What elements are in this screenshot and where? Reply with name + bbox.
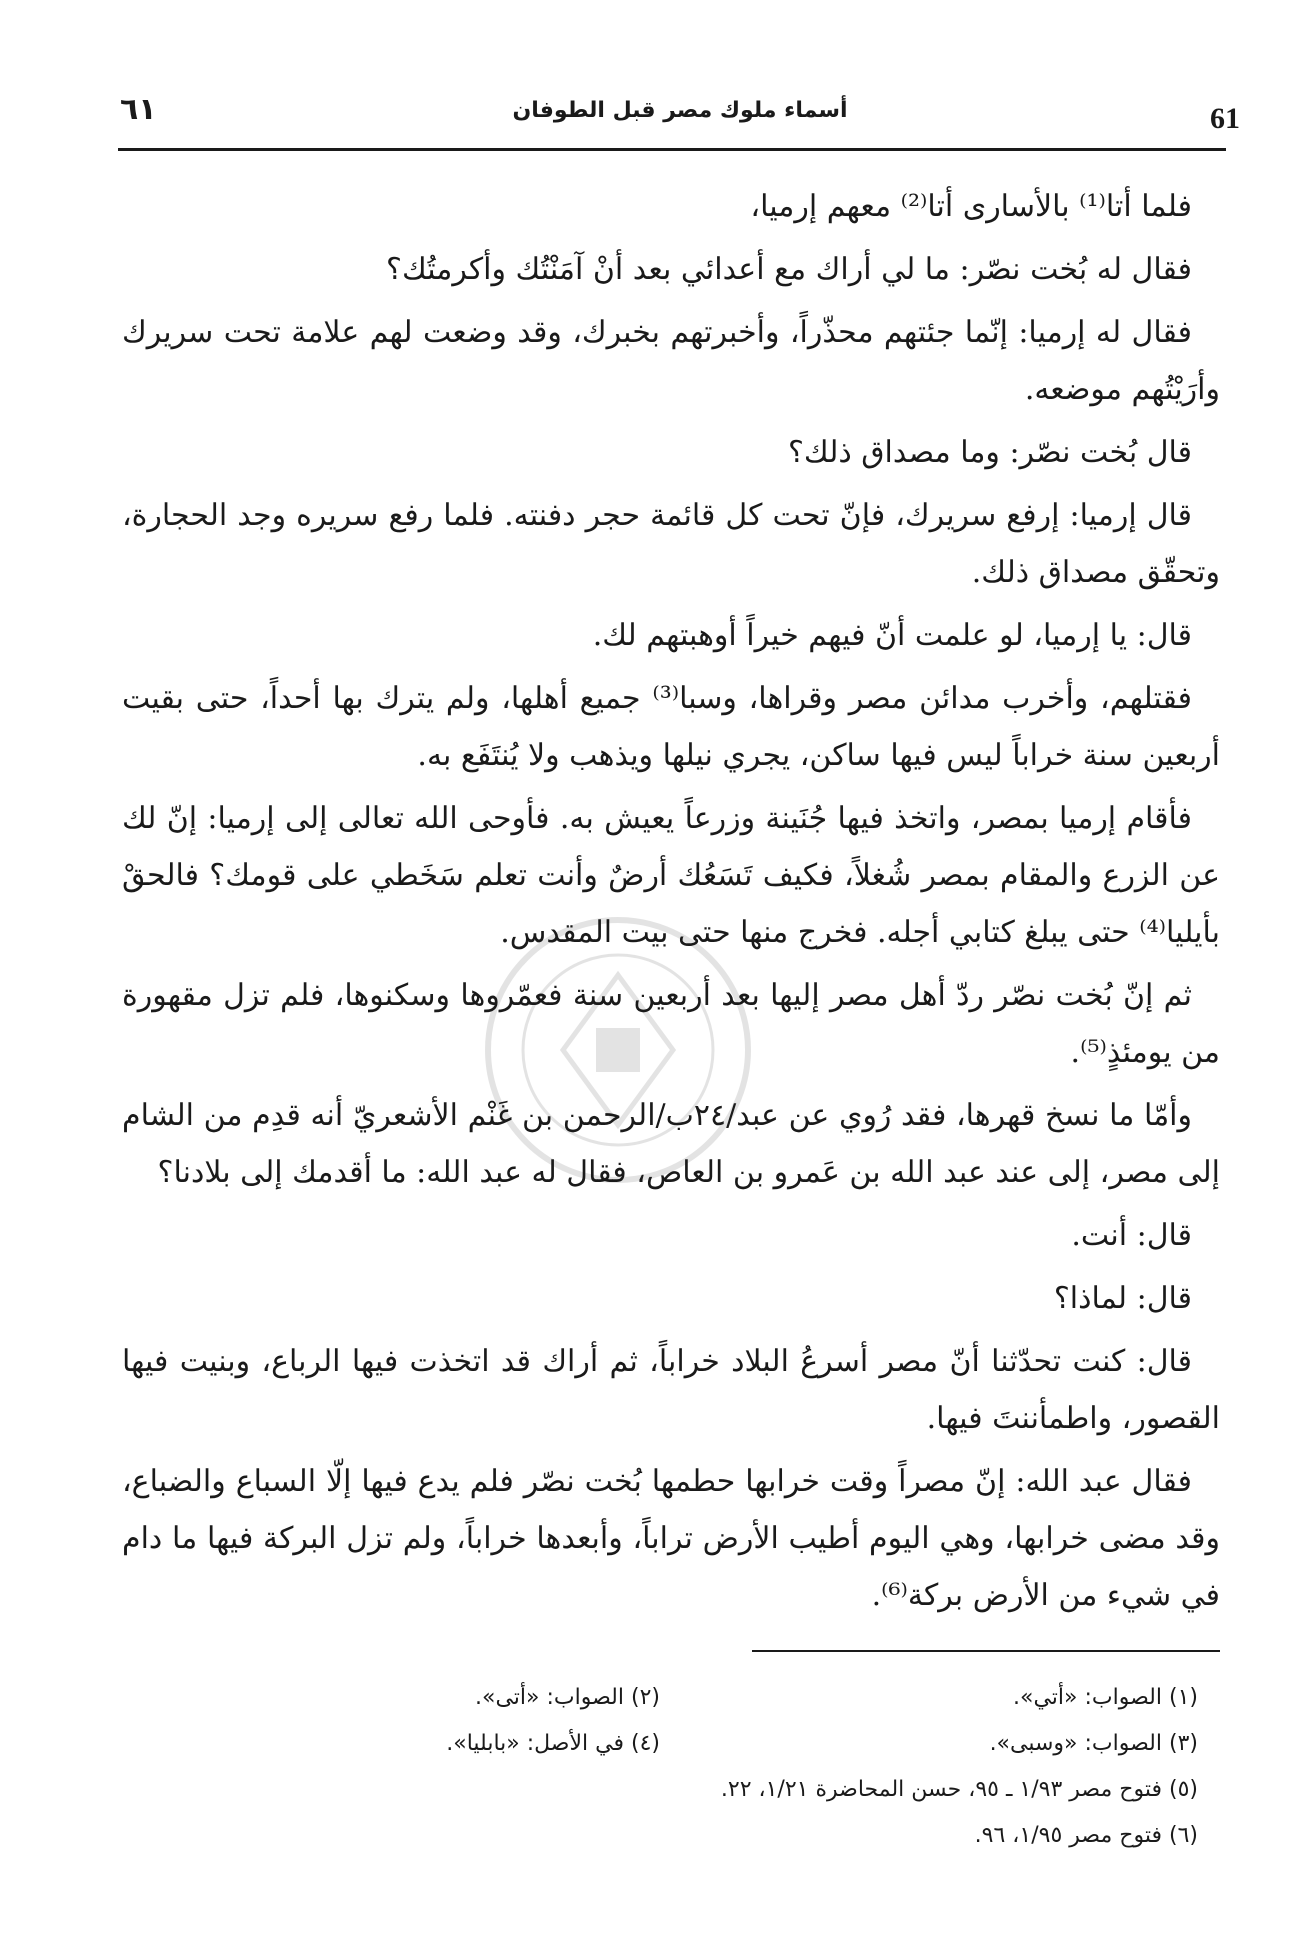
main-text: [122, 178, 1220, 1630]
footnote-rule: [752, 1650, 1220, 1652]
running-header: [120, 92, 1240, 144]
paragraph: فقتلهم، وأخرب مدائن مصر وقراها، وسبا⁽³⁾ جميع أهلها، ولم يترك بها أحداً، حتى بقيت أربعين سنة خراباً ليس فيها ساكن، يجري نيلها ويذهب ولا يُنتَفَع به.: [122, 681, 1220, 773]
page-number: 61: [1210, 102, 1240, 135]
paragraph: فلما أتا⁽¹⁾ بالأسارى أتا⁽²⁾ معهم إرميا،: [750, 189, 1192, 224]
paragraph: قال: لماذا؟: [1053, 1281, 1192, 1316]
footnotes: [122, 1675, 1198, 1859]
running-title: أسماء ملوك مصر قبل الطوفان: [512, 98, 848, 123]
paragraph: فأقام إرميا بمصر، واتخذ فيها جُنَينة وزرعاً يعيش به. فأوحى الله تعالى إلى إرميا: إنّ لك عن الزرع والمقام بمصر شُغلاً، فكيف تَسَعُك أرضٌ وأنت تعلم سَخَطي على قومك؟ فالحقْ بأيليا⁽⁴⁾ حتى يبلغ كتابي أجله. فخرج منها حتى بيت المقدس.: [122, 801, 1220, 950]
page-number-arabic: ٦١: [120, 92, 157, 127]
header-rule: [118, 148, 1226, 151]
footnote: (٦) فتوح مصر ١/٩٥، ٩٦.: [974, 1823, 1198, 1848]
footnote: (٢) الصواب: «أتى».: [475, 1685, 660, 1710]
footnote-row: [122, 1721, 1198, 1767]
paragraph: قال: كنت تحدّثنا أنّ مصر أسرعُ البلاد خراباً، ثم أراك قد اتخذت فيها الرباع، وبنيت فيها القصور، واطمأننتَ فيها.: [122, 1344, 1220, 1436]
footnote: (١) الصواب: «أتي».: [1013, 1685, 1198, 1710]
paragraph: قال بُخت نصّر: وما مصداق ذلك؟: [787, 435, 1192, 470]
paragraph: قال: أنت.: [1071, 1218, 1192, 1253]
paragraph: قال: يا إرميا، لو علمت أنّ فيهم خيراً أوهبتهم لك.: [592, 618, 1192, 653]
paragraph: قال إرميا: إرفع سريرك، فإنّ تحت كل قائمة حجر دفنته. فلما رفع سريره وجد الحجارة، وتحقّق مصداق ذلك.: [122, 498, 1220, 590]
paragraph: ثم إنّ بُخت نصّر ردّ أهل مصر إليها بعد أربعين سنة فعمّروها وسكنوها، فلم تزل مقهورة من يومئذٍ⁽⁵⁾.: [122, 978, 1220, 1070]
footnote-row: [122, 1675, 1198, 1721]
paragraph: فقال له بُخت نصّر: ما لي أراك مع أعدائي بعد أنْ آمَنْتُك وأكرمتُك؟: [386, 252, 1192, 287]
paragraph: وأمّا ما نسخ قهرها، فقد رُوي عن عبد/٢٤ب/الرحمن بن غَنْم الأشعريّ أنه قدِم من الشام إلى مصر، إلى عند عبد الله بن عَمرو بن العاص، فقال له عبد الله: ما أقدمك إلى بلادنا؟: [122, 1098, 1220, 1190]
footnote: (٤) في الأصل: «بابليا».: [446, 1731, 660, 1756]
paragraph: فقال له إرميا: إنّما جئتهم محذّراً، وأخبرتهم بخبرك، وقد وضعت لهم علامة تحت سريرك وأرَيْتُهم موضعه.: [122, 315, 1220, 407]
footnote: (٣) الصواب: «وسبى».: [989, 1731, 1198, 1756]
paragraph: فقال عبد الله: إنّ مصراً وقت خرابها حطمها بُخت نصّر فلم يدع فيها إلّا السباع والضباع، وقد مضى خرابها، وهي اليوم أطيب الأرض تراباً، وأبعدها خراباً، ولم تزل البركة فيها ما دام في شيء من الأرض بركة⁽⁶⁾.: [122, 1464, 1220, 1613]
footnote: (٥) فتوح مصر ١/٩٣ ـ ٩٥، حسن المحاضرة ١/٢١، ٢٢.: [720, 1777, 1198, 1802]
